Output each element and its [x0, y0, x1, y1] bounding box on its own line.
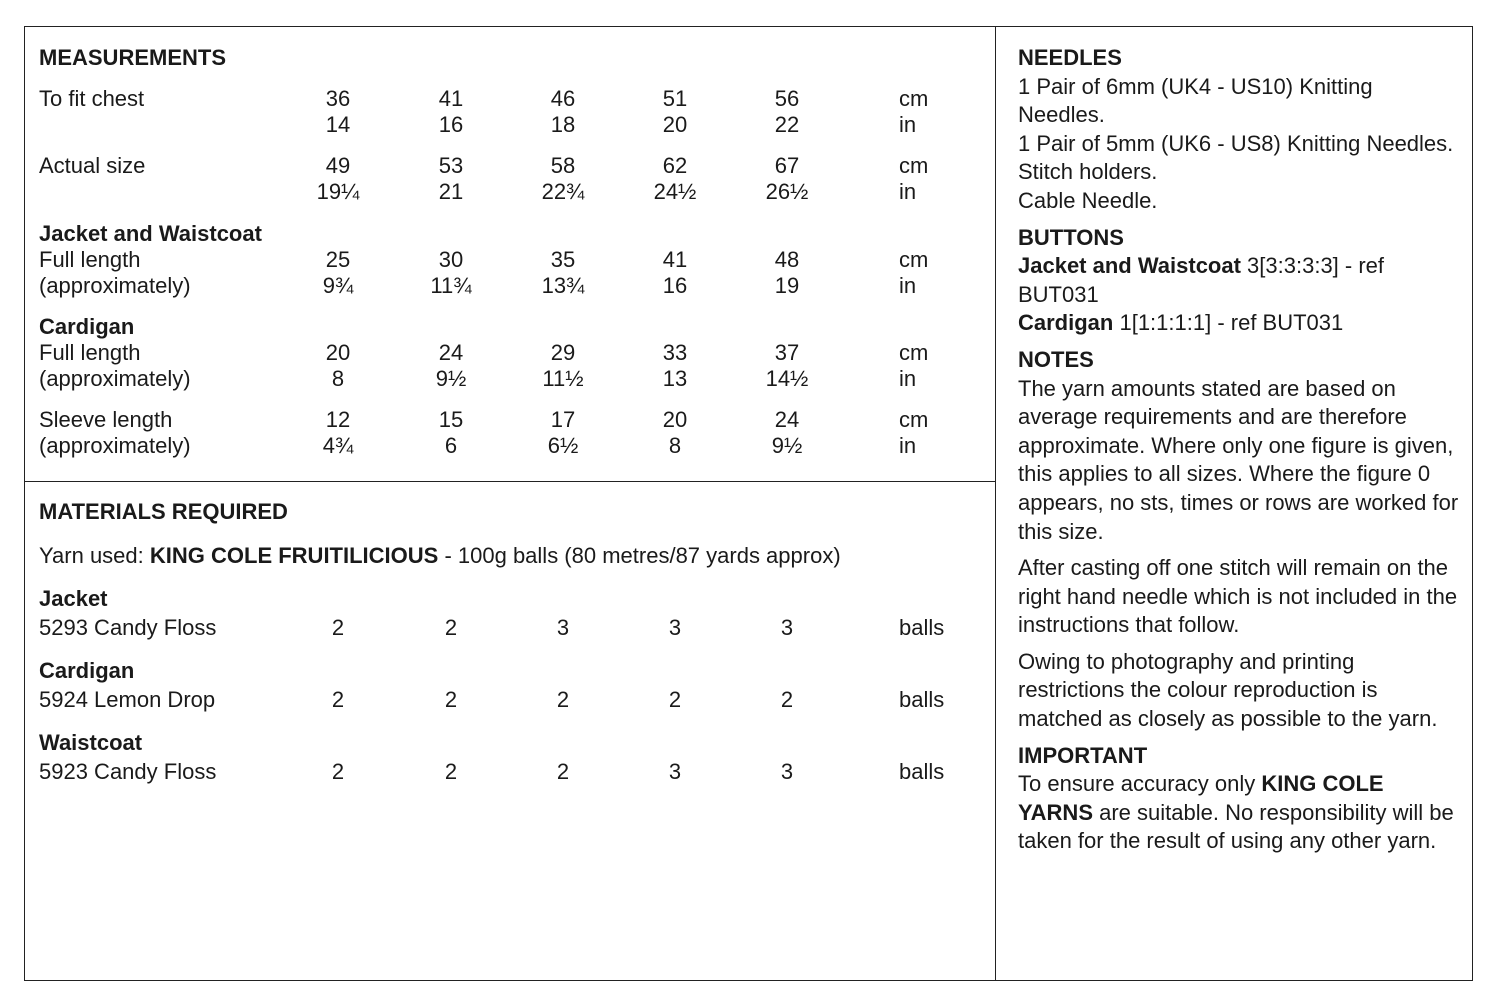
- notes-paragraph: Owing to photography and printing restrictions the colour reproduction is matched as closely as possible to the yarn.: [1018, 648, 1438, 732]
- measurement-value: 58: [550, 153, 576, 178]
- material-quantity: 2: [780, 687, 794, 712]
- important-heading: IMPORTANT: [1018, 742, 1148, 768]
- measurement-value: 62: [662, 153, 688, 178]
- material-garment: Waistcoat: [39, 730, 143, 755]
- measurement-value: 9¾: [322, 273, 354, 298]
- measurement-value: 29: [550, 340, 576, 365]
- yarn-suffix: - 100g balls (80 metres/87 yards approx): [438, 543, 841, 568]
- measurement-unit: in: [899, 366, 917, 391]
- measurement-unit: in: [899, 179, 917, 204]
- column-divider: [995, 26, 996, 981]
- buttons-cardigan-text: 1[1:1:1:1] - ref BUT031: [1113, 310, 1344, 336]
- material-shade: 5923 Candy Floss: [39, 759, 217, 784]
- material-quantity: 3: [668, 759, 682, 784]
- needles-line: 1 Pair of 5mm (UK6 - US8) Knitting Needles.: [1018, 130, 1454, 156]
- material-quantity: 2: [331, 759, 345, 784]
- measurement-value: 33: [662, 340, 688, 365]
- material-quantity: 2: [444, 759, 458, 784]
- buttons-jacket-label: Jacket and Waistcoat: [1018, 253, 1241, 279]
- measurement-value: 15: [438, 407, 464, 432]
- measurement-value: 35: [550, 247, 576, 272]
- measurement-label: (approximately): [39, 273, 191, 298]
- measurement-value: 16: [662, 273, 688, 298]
- measurement-value: 25: [325, 247, 351, 272]
- measurement-value: 9½: [771, 433, 803, 458]
- buttons-cardigan-label: Cardigan: [1018, 310, 1114, 336]
- material-quantity: 3: [780, 759, 794, 784]
- material-quantity: 2: [556, 759, 570, 784]
- measurement-value: 67: [774, 153, 800, 178]
- measurement-value: 13: [662, 366, 688, 391]
- measurement-value: 16: [438, 112, 464, 137]
- buttons-cardigan: [1018, 309, 1463, 338]
- needles-heading: NEEDLES: [1018, 45, 1122, 70]
- buttons-jacket: [1018, 252, 1463, 309]
- measurement-unit: in: [899, 112, 917, 137]
- material-garment: Cardigan: [39, 658, 135, 683]
- measurement-value: 11½: [542, 366, 584, 391]
- measurement-value: 37: [774, 340, 800, 365]
- measurement-value: 18: [550, 112, 576, 137]
- measurement-value: 20: [662, 407, 688, 432]
- yarn-used-line: [39, 543, 841, 569]
- measurement-value: 51: [662, 86, 688, 111]
- notes-paragraph: The yarn amounts stated are based on average requirements and are therefore approximate. Where only one figure is given, this applies to all sizes. Where the figure 0 appears, no sts, times or rows are worked for this size.: [1018, 375, 1459, 544]
- measurement-value: 48: [774, 247, 800, 272]
- measurement-unit: cm: [899, 86, 929, 111]
- material-unit: balls: [899, 759, 945, 784]
- material-quantity: 3: [668, 615, 682, 640]
- measurement-value: 6: [444, 433, 458, 458]
- measurement-value: 20: [662, 112, 688, 137]
- material-unit: balls: [899, 615, 945, 640]
- measurement-value: 14: [325, 112, 351, 137]
- measurement-value: 30: [438, 247, 464, 272]
- measurement-label: (approximately): [39, 366, 191, 391]
- measurement-label: Full length: [39, 340, 141, 365]
- measurement-value: 46: [550, 86, 576, 111]
- measurement-value: 14½: [765, 366, 809, 391]
- measurement-section-label: Cardigan: [39, 314, 135, 339]
- measurement-unit: cm: [899, 153, 929, 178]
- material-unit: balls: [899, 687, 945, 712]
- material-quantity: 3: [556, 615, 570, 640]
- material-quantity: 2: [556, 687, 570, 712]
- measurement-value: 41: [662, 247, 688, 272]
- measurements-heading: MEASUREMENTS: [39, 45, 227, 70]
- measurement-value: 24: [774, 407, 800, 432]
- measurement-value: 12: [325, 407, 351, 432]
- notes-heading: NOTES: [1018, 346, 1094, 372]
- measurement-value: 41: [438, 86, 464, 111]
- important-after: are suitable. No responsibility will be taken for the result of using any other yarn.: [1018, 799, 1454, 854]
- important-before: To ensure accuracy only: [1018, 771, 1262, 797]
- material-shade: 5293 Candy Floss: [39, 615, 217, 640]
- measurement-unit: in: [899, 273, 917, 298]
- measurement-value: 22¾: [541, 179, 585, 204]
- material-quantity: 2: [444, 615, 458, 640]
- measurement-value: 24: [438, 340, 464, 365]
- measurement-value: 4¾: [322, 433, 354, 458]
- material-quantity: 3: [780, 615, 794, 640]
- measurement-value: 9½: [435, 366, 467, 391]
- yarn-name: KING COLE FRUITILICIOUS: [149, 543, 439, 568]
- needles-line: 1 Pair of 6mm (UK4 - US10) Knitting Needles.: [1018, 73, 1373, 128]
- important-text: [1018, 770, 1463, 856]
- measurement-value: 8: [331, 366, 345, 391]
- needles-line: Cable Needle.: [1018, 187, 1158, 213]
- measurement-value: 26½: [765, 179, 809, 204]
- notes-paragraph: After casting off one stitch will remain on the right hand needle which is not included in the instructions that follow.: [1018, 555, 1458, 638]
- needles-list: [1018, 73, 1463, 216]
- measurement-value: 17: [550, 407, 576, 432]
- measurement-label: Actual size: [39, 153, 146, 178]
- measurement-value: 19: [774, 273, 800, 298]
- measurement-value: 21: [438, 179, 464, 204]
- buttons-jacket-text: 3[3:3:3:3] - ref BUT031: [1018, 253, 1385, 307]
- measurement-label: Full length: [39, 247, 141, 272]
- measurement-value: 49: [325, 153, 351, 178]
- needles-line: Stitch holders.: [1018, 159, 1158, 185]
- measurement-value: 36: [325, 86, 351, 111]
- buttons-heading: BUTTONS: [1018, 224, 1124, 250]
- measurement-unit: cm: [899, 247, 929, 272]
- measurement-unit: in: [899, 433, 917, 458]
- right-column: [1018, 44, 1463, 856]
- measurement-value: 56: [774, 86, 800, 111]
- materials-heading: MATERIALS REQUIRED: [39, 499, 288, 524]
- material-quantity: 2: [331, 615, 345, 640]
- measurement-value: 53: [438, 153, 464, 178]
- measurement-label: (approximately): [39, 433, 191, 458]
- measurement-value: 11¾: [430, 273, 472, 298]
- measurement-value: 22: [774, 112, 800, 137]
- yarn-prefix: Yarn used:: [39, 543, 150, 568]
- measurement-value: 19¼: [316, 179, 360, 204]
- measurement-value: 20: [325, 340, 351, 365]
- measurement-value: 6½: [547, 433, 579, 458]
- important-brand: KING COLE YARNS: [1018, 771, 1384, 825]
- material-quantity: 2: [444, 687, 458, 712]
- measurement-value: 8: [668, 433, 682, 458]
- material-quantity: 2: [331, 687, 345, 712]
- material-quantity: 2: [668, 687, 682, 712]
- section-divider: [24, 481, 995, 482]
- measurement-section-label: Jacket and Waistcoat: [39, 221, 262, 246]
- material-garment: Jacket: [39, 586, 108, 611]
- material-shade: 5924 Lemon Drop: [39, 687, 216, 712]
- measurement-label: Sleeve length: [39, 407, 173, 432]
- measurement-unit: cm: [899, 340, 929, 365]
- measurement-value: 13¾: [541, 273, 585, 298]
- measurement-unit: cm: [899, 407, 929, 432]
- measurement-label: To fit chest: [39, 86, 145, 111]
- measurement-value: 24½: [653, 179, 697, 204]
